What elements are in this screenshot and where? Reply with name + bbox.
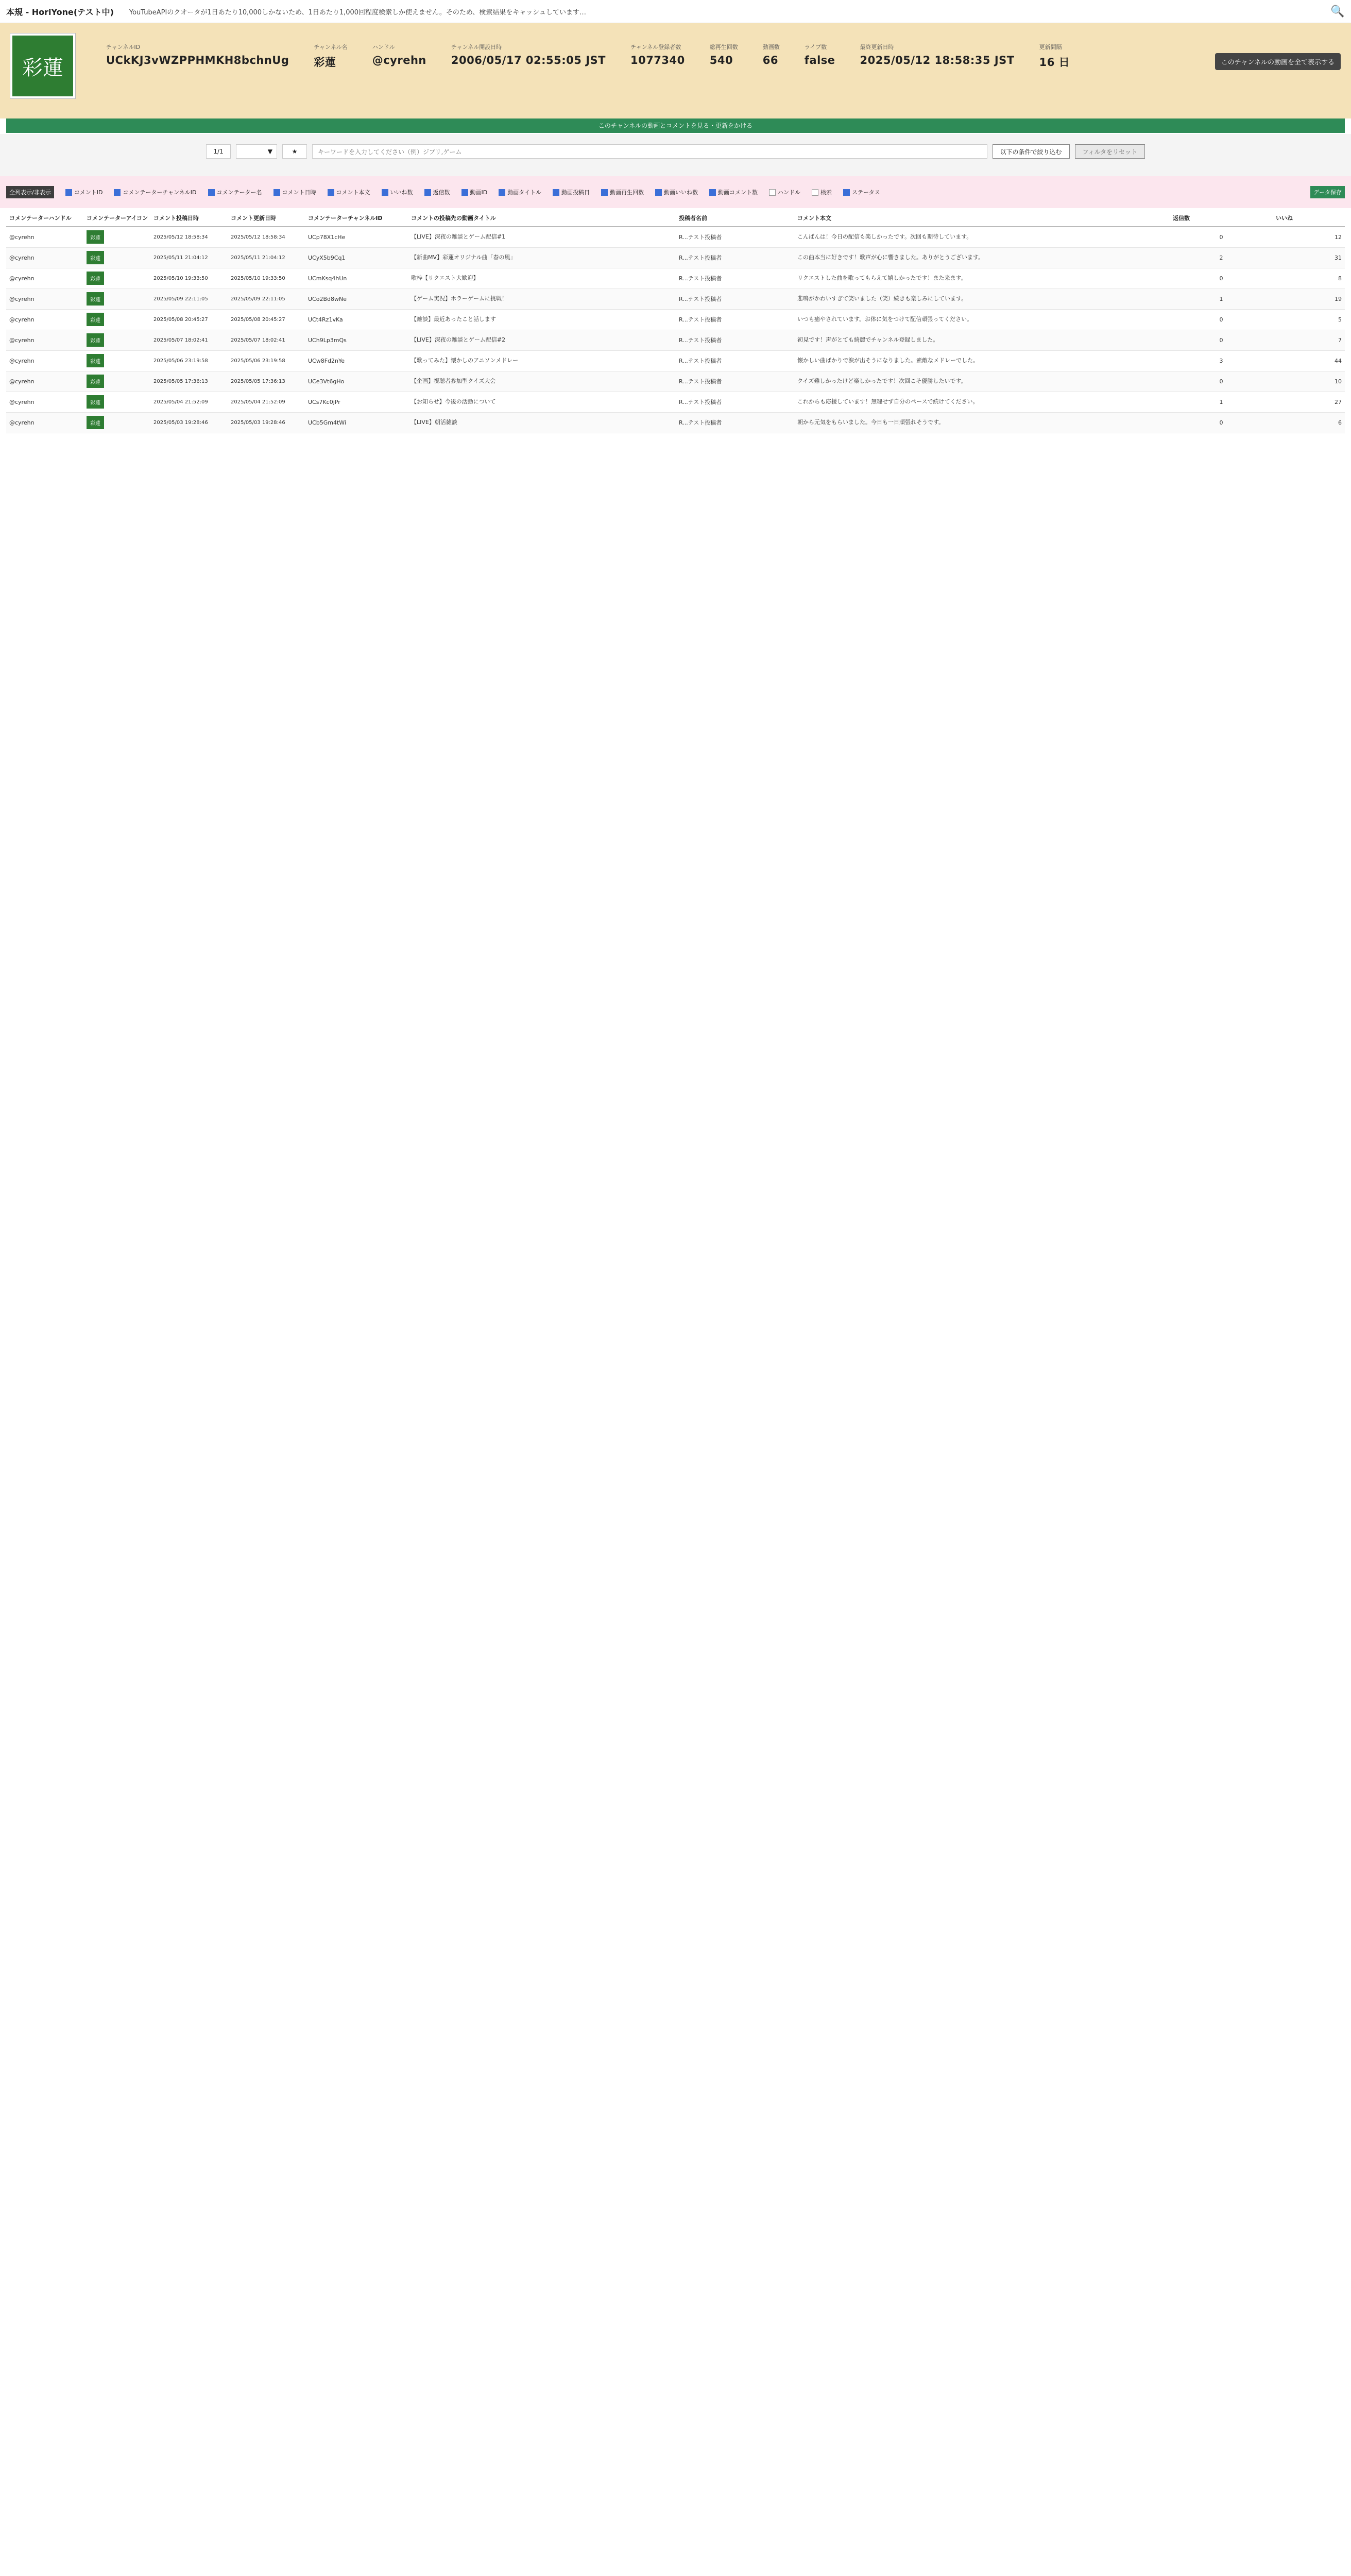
like-count: 12 <box>1335 233 1342 241</box>
table-row[interactable] <box>6 227 1345 247</box>
avatar[interactable]: 彩蓮 <box>87 354 104 367</box>
stat-label: 総再生回数 <box>709 44 738 50</box>
column-toggle-label: 動画コメント数 <box>718 189 758 196</box>
checkbox-icon <box>709 189 716 196</box>
column-header[interactable]: コメンテーターチャンネルID <box>305 209 408 227</box>
reply-count: 0 <box>1219 419 1223 426</box>
commenter-channel-id: UCmKsq4hUn <box>308 275 347 282</box>
posted-date: 2025/05/07 18:02:41 <box>153 337 208 343</box>
checkbox-icon <box>382 189 388 196</box>
table-row[interactable] <box>6 309 1345 330</box>
channel-avatar: 彩蓮 <box>10 33 75 98</box>
posted-date: 2025/05/03 19:28:46 <box>153 419 208 426</box>
show-all-videos-button[interactable]: このチャンネルの動画を全て表示する <box>1215 53 1341 70</box>
column-toggle[interactable] <box>114 188 196 196</box>
checkbox-icon <box>843 189 850 196</box>
commenter-icon-cell <box>83 330 150 350</box>
reset-filter-button[interactable]: フィルタをリセット <box>1075 144 1145 159</box>
commenter-handle: @cyrehn <box>9 295 35 302</box>
avatar[interactable]: 彩蓮 <box>87 230 104 244</box>
stat-label: チャンネルID <box>106 44 141 50</box>
column-toggle-label: 動画タイトル <box>507 189 541 196</box>
checkbox-icon <box>769 189 776 196</box>
updated-date: 2025/05/06 23:19:58 <box>231 358 285 364</box>
updated-date: 2025/05/03 19:28:46 <box>231 419 285 426</box>
stat-label: 動画数 <box>762 44 780 50</box>
commenter-channel-id: UCp78X1cHe <box>308 233 346 241</box>
video-title: 【LIVE】深夜の雑談とゲーム配信#1 <box>411 233 506 241</box>
column-header[interactable]: 投稿者名前 <box>676 209 794 227</box>
sort-select[interactable] <box>236 144 277 159</box>
like-count: 19 <box>1335 295 1342 302</box>
stat-label: ハンドル <box>372 44 395 50</box>
reply-count: 1 <box>1219 295 1223 302</box>
updated-date: 2025/05/07 18:02:41 <box>231 337 285 343</box>
checkbox-icon <box>424 189 431 196</box>
video-title: 【LIVE】朝活雑談 <box>411 419 457 426</box>
top-bar <box>0 0 1351 23</box>
commenter-icon-cell <box>83 309 150 330</box>
avatar[interactable]: 彩蓮 <box>87 416 104 429</box>
posted-date: 2025/05/10 19:33:50 <box>153 275 208 281</box>
updated-date: 2025/05/08 20:45:27 <box>231 316 285 323</box>
like-count: 44 <box>1335 357 1342 364</box>
video-title: 【ゲーム実況】ホラーゲームに挑戦！ <box>411 295 507 302</box>
stat-label: チャンネル名 <box>314 44 348 50</box>
column-header[interactable]: コメンテーターハンドル <box>6 209 83 227</box>
video-title: 【お知らせ】今後の活動について <box>411 398 496 405</box>
table-row[interactable] <box>6 247 1345 268</box>
column-header[interactable]: 返信数 <box>1170 209 1273 227</box>
stat-value: @cyrehn <box>372 54 426 66</box>
column-header[interactable]: いいね <box>1273 209 1345 227</box>
column-toggle[interactable] <box>382 188 413 196</box>
stat-label: チャンネル開設日時 <box>451 44 502 50</box>
commenter-handle: @cyrehn <box>9 254 35 261</box>
avatar[interactable]: 彩蓮 <box>87 292 104 306</box>
commenter-handle: @cyrehn <box>9 398 35 405</box>
checkbox-icon <box>208 189 215 196</box>
stat-value: 2006/05/17 02:55:05 JST <box>451 54 606 66</box>
column-toggle[interactable] <box>65 188 103 196</box>
checkbox-icon <box>812 189 818 196</box>
table-row[interactable] <box>6 330 1345 350</box>
table-row[interactable] <box>6 412 1345 433</box>
stat-value: false <box>804 54 835 66</box>
updated-date: 2025/05/09 22:11:05 <box>231 296 285 302</box>
commenter-handle: @cyrehn <box>9 275 35 282</box>
column-toggle-label: コメント本文 <box>336 189 370 196</box>
author-name: R...テスト投稿者 <box>679 358 722 364</box>
channel-stats <box>106 43 1095 70</box>
commenter-icon-cell <box>83 227 150 247</box>
channel-header <box>0 23 1351 118</box>
posted-date: 2025/05/12 18:58:34 <box>153 234 208 240</box>
page-selector[interactable]: 1/1 <box>206 144 231 159</box>
table-row[interactable] <box>6 350 1345 371</box>
commenter-channel-id: UCe3Vt6gHo <box>308 378 345 385</box>
app-title: 本規 - HoriYone(テスト中) <box>6 7 114 17</box>
column-toggle-label: コメンテーターチャンネルID <box>123 189 197 196</box>
commenter-channel-id: UCw8Fd2nYe <box>308 357 345 364</box>
notice-text: YouTubeAPIのクオータが1日あたり10,000しかないため、1日あたり1,000回程度検索しか使えません。そのため、検索結果をキャッシュしています… <box>129 8 587 16</box>
comment-body: これからも応援しています！無理せず自分のペースで続けてください。 <box>797 398 979 405</box>
author-name: R...テスト投稿者 <box>679 399 722 405</box>
comment-body: いつも癒やされています。お体に気をつけて配信頑張ってください。 <box>797 316 973 323</box>
reply-count: 0 <box>1219 378 1223 385</box>
commenter-channel-id: UCo2Bd8wNe <box>308 295 347 302</box>
stat-item <box>372 43 426 70</box>
posted-date: 2025/05/11 21:04:12 <box>153 255 208 261</box>
like-count: 8 <box>1338 275 1342 282</box>
commenter-handle: @cyrehn <box>9 316 35 323</box>
author-name: R...テスト投稿者 <box>679 255 722 261</box>
toggle-all-columns-button[interactable]: 全列表示/非表示 <box>6 186 54 198</box>
stat-item <box>710 43 738 70</box>
avatar[interactable]: 彩蓮 <box>87 251 104 264</box>
stat-value: UCkKJ3vWZPPHMKH8bchnUg <box>106 54 289 66</box>
posted-date: 2025/05/05 17:36:13 <box>153 378 208 384</box>
author-name: R...テスト投稿者 <box>679 296 722 302</box>
table-row[interactable] <box>6 371 1345 392</box>
comment-body: 悲鳴がかわいすぎて笑いました（笑）続きも楽しみにしています。 <box>797 295 967 302</box>
like-count: 5 <box>1338 316 1342 323</box>
column-header[interactable]: コメント本文 <box>794 209 1170 227</box>
column-toggle[interactable] <box>273 188 316 196</box>
commenter-channel-id: UCs7Kc0jPr <box>308 398 340 405</box>
commenter-handle: @cyrehn <box>9 419 35 426</box>
video-title: 【新曲MV】彩蓮オリジナル曲「春の風」 <box>411 254 516 261</box>
stat-value: 2025/05/12 18:58:35 JST <box>860 54 1015 66</box>
commenter-icon-cell <box>83 268 150 289</box>
video-title: 【LIVE】深夜の雑談とゲーム配信#2 <box>411 336 506 344</box>
column-header[interactable]: コメント更新日時 <box>228 209 305 227</box>
column-toggle[interactable] <box>709 188 758 196</box>
search-input[interactable]: キーワードを入力してください（例）ジブリ,ゲーム <box>312 144 987 159</box>
author-name: R...テスト投稿者 <box>679 337 722 344</box>
stat-label: チャンネル登録者数 <box>630 44 681 50</box>
stat-item <box>630 43 685 70</box>
checkbox-icon <box>461 189 468 196</box>
chevron-down-icon: ▼ <box>267 148 272 155</box>
column-toggle-label: コメンテーター名 <box>216 189 262 196</box>
stat-item <box>805 43 835 70</box>
column-toggle-label: いいね数 <box>390 189 413 196</box>
comment-body: この曲本当に好きです！歌声が心に響きました。ありがとうございます。 <box>797 254 984 261</box>
commenter-handle: @cyrehn <box>9 233 35 241</box>
reply-count: 2 <box>1219 254 1223 261</box>
checkbox-icon <box>328 189 334 196</box>
like-count: 27 <box>1335 398 1342 405</box>
reply-count: 0 <box>1219 316 1223 323</box>
column-toggle[interactable] <box>328 188 370 196</box>
save-data-button[interactable]: データ保存 <box>1310 186 1345 198</box>
avatar[interactable]: 彩蓮 <box>87 375 104 388</box>
avatar[interactable]: 彩蓮 <box>87 333 104 347</box>
commenter-channel-id: UCh9Lp3mQs <box>308 336 347 344</box>
commenter-icon-cell <box>83 289 150 309</box>
column-toggle[interactable] <box>461 188 488 196</box>
checkbox-icon <box>273 189 280 196</box>
table-row[interactable] <box>6 268 1345 289</box>
commenter-channel-id: UCb5Gm4tWi <box>308 419 346 426</box>
comment-body: 懐かしい曲ばかりで涙が出そうになりました。素敵なメドレーでした。 <box>797 357 979 364</box>
column-toggle[interactable] <box>208 188 262 196</box>
column-toggle-label: 動画いいね数 <box>664 189 698 196</box>
checkbox-icon <box>65 189 72 196</box>
reply-count: 0 <box>1219 275 1223 282</box>
column-toggle[interactable] <box>843 188 880 196</box>
stat-label: 更新間隔 <box>1039 44 1062 50</box>
column-toggle-label: コメントID <box>74 189 103 196</box>
posted-date: 2025/05/04 21:52:09 <box>153 399 208 405</box>
column-toggle[interactable] <box>601 188 644 196</box>
video-title: 歌枠【リクエスト大歓迎】 <box>411 275 479 282</box>
column-toggle-label: 動画ID <box>470 189 488 196</box>
channel-action-bar[interactable]: このチャンネルの動画とコメントを見る・更新をかける <box>6 118 1345 133</box>
author-name: R...テスト投稿者 <box>679 419 722 426</box>
updated-date: 2025/05/12 18:58:34 <box>231 234 285 240</box>
column-toggle-label: 動画再生回数 <box>610 189 644 196</box>
column-toggle[interactable] <box>655 188 698 196</box>
posted-date: 2025/05/06 23:19:58 <box>153 358 208 364</box>
commenter-handle: @cyrehn <box>9 357 35 364</box>
like-count: 31 <box>1335 254 1342 261</box>
stat-value: 540 <box>709 54 733 66</box>
commenter-icon-cell <box>83 371 150 392</box>
checkbox-icon <box>114 189 121 196</box>
table-row[interactable] <box>6 392 1345 412</box>
stat-item <box>860 43 1015 70</box>
table-row[interactable] <box>6 289 1345 309</box>
reply-count: 1 <box>1219 398 1223 405</box>
avatar[interactable]: 彩蓮 <box>87 272 104 285</box>
like-count: 7 <box>1338 336 1342 344</box>
commenter-icon-cell <box>83 412 150 433</box>
search-icon[interactable]: 🔍 <box>1330 5 1345 18</box>
column-header[interactable]: コメント投稿日時 <box>150 209 228 227</box>
reply-count: 0 <box>1219 233 1223 241</box>
column-toggle-label: コメント日時 <box>282 189 316 196</box>
commenter-icon-cell <box>83 247 150 268</box>
comments-table-wrap <box>6 209 1345 2576</box>
column-toggle[interactable] <box>812 188 832 196</box>
column-toggle[interactable] <box>769 188 800 196</box>
column-header[interactable]: コメンテーターアイコン <box>83 209 150 227</box>
author-name: R...テスト投稿者 <box>679 316 722 323</box>
favorite-toggle[interactable]: ★ <box>282 144 307 159</box>
stat-value: 彩蓮 <box>314 56 336 69</box>
commenter-channel-id: UCt4Rz1vKa <box>308 316 343 323</box>
avatar[interactable]: 彩蓮 <box>87 395 104 409</box>
checkbox-icon <box>601 189 608 196</box>
posted-date: 2025/05/08 20:45:27 <box>153 316 208 323</box>
column-toggle[interactable] <box>424 188 450 196</box>
avatar[interactable]: 彩蓮 <box>87 313 104 326</box>
column-toggles <box>0 176 1351 208</box>
table-header-row <box>6 209 1345 227</box>
checkbox-icon <box>655 189 662 196</box>
column-toggle-label: 動画投稿日 <box>561 189 590 196</box>
author-name: R...テスト投稿者 <box>679 275 722 282</box>
column-toggle-label: 検索 <box>820 189 832 196</box>
like-count: 6 <box>1338 419 1342 426</box>
video-title: 【雑談】最近あったこと話します <box>411 316 496 323</box>
comment-body: 初見です！声がとても綺麗でチャンネル登録しました。 <box>797 336 939 344</box>
stat-label: ライブ数 <box>804 44 827 50</box>
advanced-filter-button[interactable]: 以下の条件で絞り込む <box>993 144 1070 159</box>
column-header[interactable]: コメントの投稿先の動画タイトル <box>408 209 676 227</box>
table-body <box>6 227 1345 433</box>
comment-body: 朝から元気をもらいました。今日も一日頑張れそうです。 <box>797 419 945 426</box>
updated-date: 2025/05/04 21:52:09 <box>231 399 285 405</box>
column-toggle-label: 返信数 <box>433 189 450 196</box>
stat-value: 1077340 <box>630 54 685 66</box>
comments-table <box>6 209 1345 433</box>
stat-value: 16 日 <box>1039 56 1070 69</box>
column-toggle-label: ステータス <box>852 189 880 196</box>
stat-item <box>106 43 289 70</box>
stat-label: 最終更新日時 <box>860 44 894 50</box>
commenter-channel-id: UCyX5b9Cq1 <box>308 254 346 261</box>
commenter-icon-cell <box>83 350 150 371</box>
updated-date: 2025/05/10 19:33:50 <box>231 275 285 281</box>
column-toggle[interactable] <box>553 188 590 196</box>
author-name: R...テスト投稿者 <box>679 378 722 385</box>
stat-item <box>451 43 606 70</box>
commenter-icon-cell <box>83 392 150 412</box>
like-count: 10 <box>1335 378 1342 385</box>
checkbox-icon <box>499 189 505 196</box>
stat-item <box>314 43 347 70</box>
video-title: 【歌ってみた】懐かしのアニソンメドレー <box>411 357 519 364</box>
video-title: 【企画】視聴者参加型クイズ大会 <box>411 378 496 385</box>
updated-date: 2025/05/05 17:36:13 <box>231 378 285 384</box>
reply-count: 3 <box>1219 357 1223 364</box>
stat-value: 66 <box>762 54 778 66</box>
updated-date: 2025/05/11 21:04:12 <box>231 255 285 261</box>
checkbox-icon <box>553 189 559 196</box>
commenter-handle: @cyrehn <box>9 336 35 344</box>
comment-body: こんばんは！今日の配信も楽しかったです。次回も期待しています。 <box>797 233 972 241</box>
comment-body: クイズ難しかったけど楽しかったです！次回こそ優勝したいです。 <box>797 378 967 385</box>
column-toggle-label: ハンドル <box>778 189 800 196</box>
author-name: R...テスト投稿者 <box>679 234 722 241</box>
stat-item <box>763 43 780 70</box>
column-toggle[interactable] <box>499 188 541 196</box>
comment-body: リクエストした曲を歌ってもらえて嬉しかったです！また来ます。 <box>797 275 967 282</box>
stat-item <box>1039 43 1070 70</box>
commenter-handle: @cyrehn <box>9 378 35 385</box>
filter-bar <box>0 134 1351 176</box>
reply-count: 0 <box>1219 336 1223 344</box>
posted-date: 2025/05/09 22:11:05 <box>153 296 208 302</box>
